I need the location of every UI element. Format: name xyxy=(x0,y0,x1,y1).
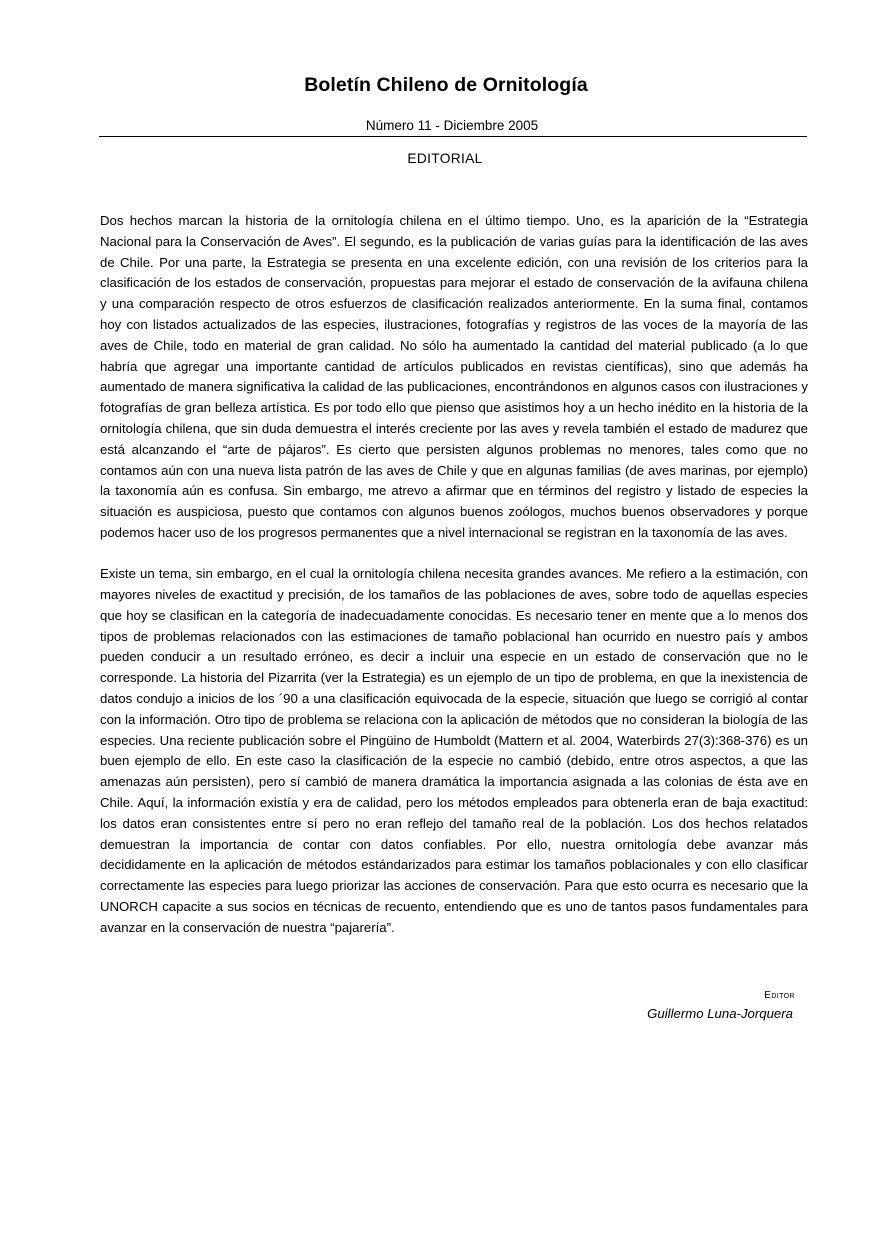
header-divider xyxy=(99,136,807,137)
signature-role: Editor xyxy=(764,990,795,1001)
journal-title: Boletín Chileno de Ornitología xyxy=(304,74,588,96)
article-paragraph-1: Dos hechos marcan la historia de la ornitología chilena en el último tiempo. Uno, es la aparición de la “Estrategia Nacional para la Conservación de Aves”. El segundo, es la publicación de varias guías para la identificación de las aves de Chile. Por una parte, la Estrategia se presenta en una excelente edición, con una revisión de los criterios para la clasificación de los estados de conservación, propuestas para mejorar el estado de conservación de la avifauna chilena y una comparación respecto de otros esfuerzos de clasificación realizados anteriormente. En la suma final, contamos hoy con listados actualizados de las especies, ilustraciones, fotografías y registros de las voces de la mayoría de las aves de Chile, todo en material de gran calidad. No sólo ha aumentado la cantidad del material publicado (a lo que habría que agregar una importante cantidad de artículos publicados en revistas científicas), sino que además ha aumentado de manera significativa la calidad de las publicaciones, encontrándonos en algunos casos con ilustraciones y fotografías de gran belleza artística. Es por todo ello que pienso que asistimos hoy a un hecho inédito en la historia de la ornitología chilena, que sin duda demuestra el interés creciente por las aves y revela también el estado de madurez que está alcanzando el “arte de pájaros”. Es cierto que persisten algunos problemas no menores, tales como que no contamos aún con una nueva lista patrón de las aves de Chile y que en algunas familias (de aves marinas, por ejemplo) la taxonomía aún es confusa. Sin embargo, me atrevo a afirmar que en términos del registro y listado de especies la situación es auspiciosa, puesto que contamos con algunos buenos zoólogos, muchos buenos observadores y porque podemos hacer uso de los progresos permanentes que a nivel internacional se registran en la taxonomía de las aves. xyxy=(100,213,808,540)
signature-name: Guillermo Luna-Jorquera xyxy=(647,1006,793,1021)
issue-line: Número 11 - Diciembre 2005 xyxy=(365,118,539,133)
article-body xyxy=(100,211,808,939)
article-paragraph-2: Existe un tema, sin embargo, en el cual la ornitología chilena necesita grandes avances. Me refiero a la estimación, con mayores niveles de exactitud y precisión, de los tamaños de las poblaciones de aves, sobre todo de aquellas especies que hoy se clasifican en la categoría de inadecuadamente conocidas. Es necesario tener en mente que a lo menos dos tipos de problemas relacionados con las estimaciones de tamaño poblacional han ocurrido en nuestro país y ambos pueden conducir a un resultado erróneo, es decir a incluir una especie en un estado de conservación que no le corresponde. La historia del Pizarrita (ver la Estrategia) es un ejemplo de un tipo de problema, en que la inexistencia de datos condujo a inicios de los ´90 a una clasificación equivocada de la especie, situación que luego se corrigió al contar con la información. Otro tipo de problema se relaciona con la aplicación de métodos que no consideran la biología de las especies. Una reciente publicación sobre el Pingüino de Humboldt (Mattern et al. 2004, Waterbirds 27(3):368-376) es un buen ejemplo de ello. En este caso la clasificación de la especie no cambió (debido, entre otros aspectos, a que las amenazas aún persisten), pero sí cambió de manera dramática la importancia asignada a las colonias de ésta ave en Chile. Aquí, la información existía y era de calidad, pero los métodos empleados para obtenerla eran de baja exactitud: los datos eran consistentes entre sí pero no eran reflejo del tamaño real de la población. Los dos hechos relatados demuestran la importancia de contar con datos confiables. Por ello, nuestra ornitología debe avanzar más decididamente en la aplicación de métodos estándarizados para estimar los tamaños poblacionales y con ello clasificar correctamente las especies para luego priorizar las acciones de conservación. Para que esto ocurra es necesario que la UNORCH capacite a sus socios en técnicas de recuento, entendiendo que es uno de tantos pasos fundamentales para avanzar en la conservación de nuestra “pajarería”. xyxy=(100,566,808,935)
section-heading: EDITORIAL xyxy=(407,151,483,166)
